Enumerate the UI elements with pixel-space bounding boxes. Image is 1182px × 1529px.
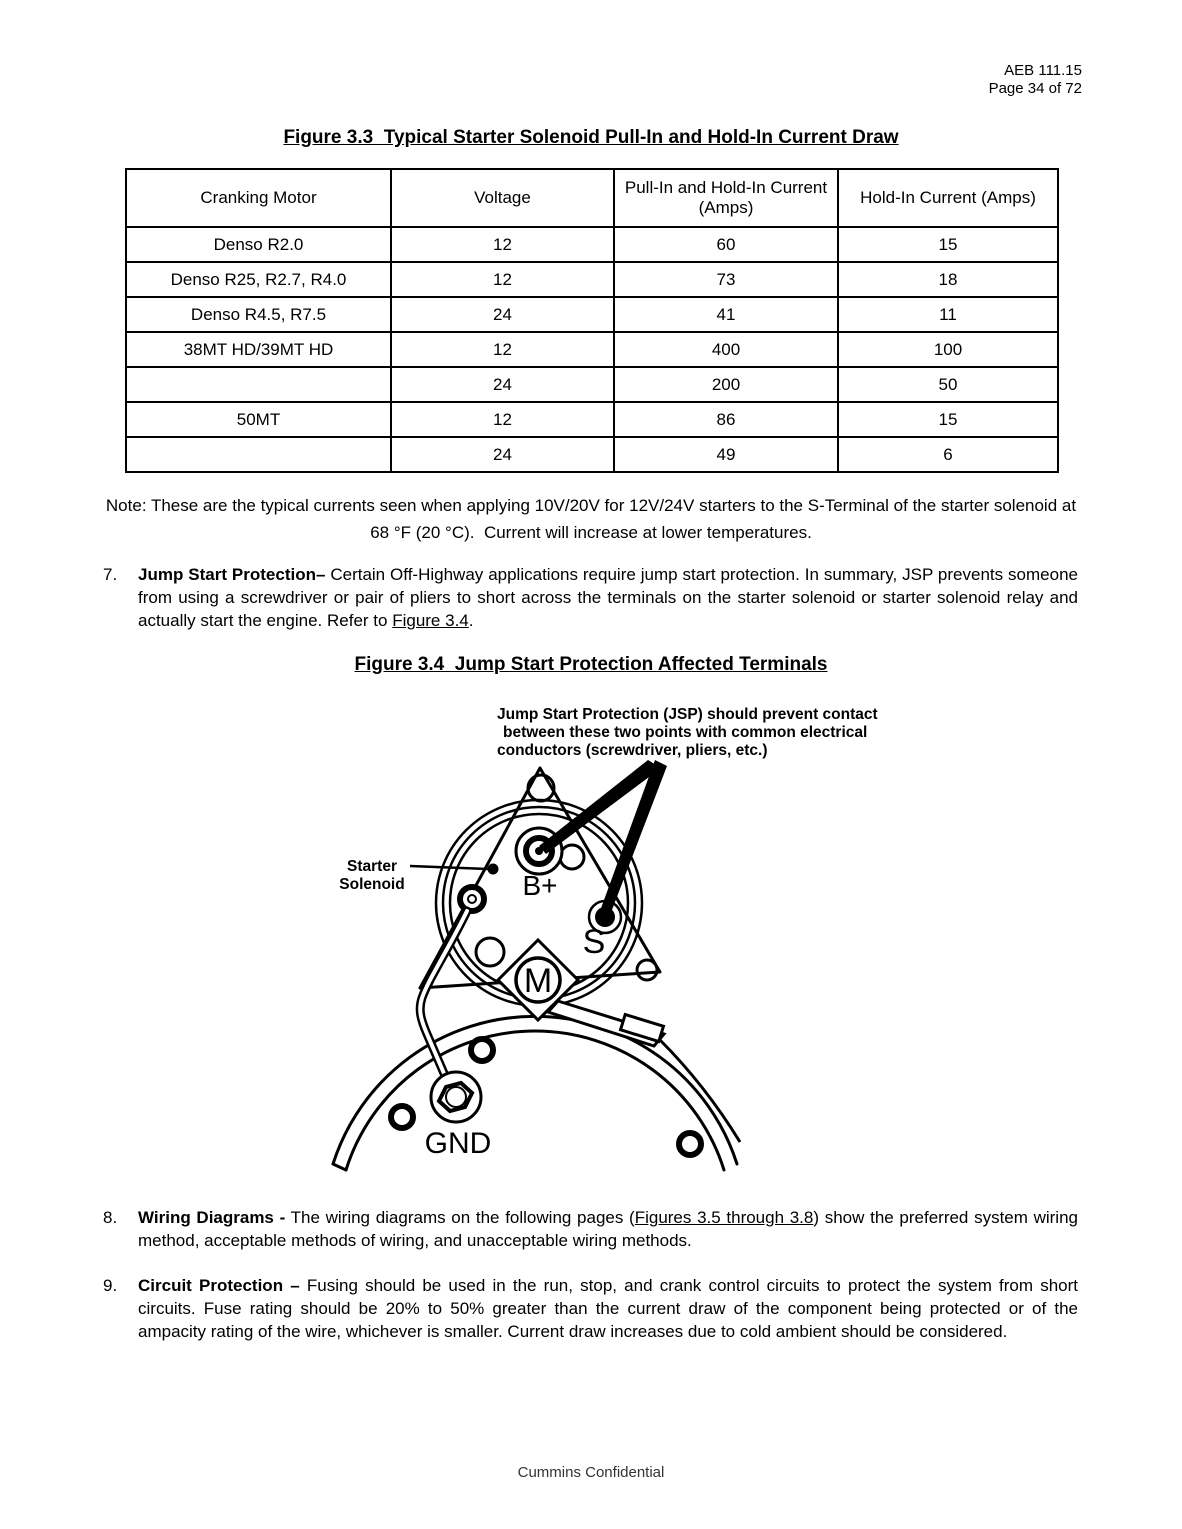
item-heading: Jump Start Protection– [138, 565, 326, 584]
svg-text:Solenoid: Solenoid [339, 876, 405, 893]
item-text: Wiring Diagrams - The wiring diagrams on the following pages (Figures 3.5 through 3.8) show the preferred system wiring method, acceptable methods of wiring, and unacceptable wiring methods. [138, 1208, 1078, 1250]
page-number: Page 34 of 72 [988, 80, 1082, 97]
item-number: 7. [103, 565, 118, 584]
table-cell: 86 [614, 402, 838, 437]
ground-wire [420, 911, 467, 1085]
table-cell: 38MT HD/39MT HD [126, 332, 391, 367]
figure-3-4-title: Figure 3.4 Jump Start Protection Affected Terminals [354, 654, 828, 675]
item-text: Jump Start Protection– Certain Off-Highway applications require jump start protection. In summary, JSP prevents someone from using a screwdriver or pair of pliers to short across the terminals on the starter solenoid or starter solenoid relay and actually start the engine. Refer to Figure 3.4. [138, 565, 1078, 630]
m-label: M [523, 962, 553, 1000]
leader-dot [488, 864, 499, 875]
table-row [126, 262, 1058, 297]
bolt-hole [679, 1133, 701, 1155]
column-header-cranking-motor: Cranking Motor [126, 169, 391, 227]
table-cell: 73 [614, 262, 838, 297]
figure-3-4-reference: Figure 3.4 [392, 611, 469, 630]
table-cell: 12 [391, 262, 614, 297]
leader-line [410, 866, 488, 869]
jsp-callout [497, 706, 878, 759]
bolt-hole [391, 1106, 413, 1128]
table-cell: Denso R25, R2.7, R4.0 [126, 262, 391, 297]
s-label: S [582, 923, 606, 961]
item-number: 9. [103, 1276, 118, 1295]
table-cell: 24 [391, 437, 614, 472]
svg-text:between these two points with: between these two points with common electrical [503, 724, 868, 741]
figures-3-5-3-8-reference: Figures 3.5 through 3.8 [634, 1208, 814, 1227]
callout-arrows [539, 760, 667, 915]
table-cell: 15 [838, 227, 1058, 262]
table-row [126, 437, 1058, 472]
table-cell: Denso R2.0 [126, 227, 391, 262]
left-lug-terminal [460, 887, 484, 911]
table-cell: 15 [838, 402, 1058, 437]
item-heading: Circuit Protection – [138, 1276, 300, 1295]
figure-3-4-diagram [0, 686, 1182, 1186]
clamp-band [548, 1001, 740, 1142]
motor-housing-inner-arc [346, 1031, 724, 1170]
face-hole [476, 938, 504, 966]
table-cell: 50MT [126, 402, 391, 437]
table-row [126, 402, 1058, 437]
svg-text:Starter: Starter [347, 858, 397, 875]
table-cell: 100 [838, 332, 1058, 367]
table-cell: 6 [838, 437, 1058, 472]
doc-number: AEB 111.15 [1004, 62, 1082, 79]
table-cell: 12 [391, 227, 614, 262]
list-item-7 [103, 563, 1078, 632]
current-draw-table [125, 168, 1059, 473]
figure-3-3-title: Figure 3.3 Typical Starter Solenoid Pull-In and Hold-In Current Draw [283, 127, 899, 148]
list-item-8 [103, 1206, 1078, 1252]
table-row [126, 227, 1058, 262]
table-cell: 24 [391, 367, 614, 402]
table-header-row [126, 169, 1058, 227]
list-item-9 [103, 1274, 1078, 1343]
table-cell: Denso R4.5, R7.5 [126, 297, 391, 332]
table-cell: 11 [838, 297, 1058, 332]
table-cell: 12 [391, 402, 614, 437]
plate-mounting-hole-right [637, 960, 657, 980]
item-heading: Wiring Diagrams - [138, 1208, 286, 1227]
face-hole [560, 845, 584, 869]
table-cell: 24 [391, 297, 614, 332]
table-cell: 12 [391, 332, 614, 367]
svg-text:Jump Start Protection (JSP) sh: Jump Start Protection (JSP) should prevent contact [497, 706, 878, 723]
table-cell: 18 [838, 262, 1058, 297]
table-cell [126, 437, 391, 472]
bolt-hole [471, 1039, 493, 1061]
item-text: Circuit Protection – Fusing should be used in the run, stop, and crank control circuits to protect the system from short circuits. Fuse rating should be 20% to 50% greater than the current draw of the component being protected or of the ampacity rating of the wire, whichever is smaller. Current draw increases due to cold ambient should be considered. [138, 1276, 1078, 1341]
svg-text:conductors (screwdriver, plier: conductors (screwdriver, pliers, etc.) [497, 742, 768, 759]
table-cell: 41 [614, 297, 838, 332]
table-cell: 49 [614, 437, 838, 472]
b-plus-label: B+ [522, 870, 558, 901]
gnd-label: GND [424, 1127, 492, 1160]
confidentiality-footer: Cummins Confidential [517, 1464, 665, 1481]
column-header-hold-in: Hold-In Current (Amps) [838, 169, 1058, 227]
column-header-voltage: Voltage [391, 169, 614, 227]
table-cell [126, 367, 391, 402]
table-cell: 400 [614, 332, 838, 367]
table-cell: 200 [614, 367, 838, 402]
table-row [126, 297, 1058, 332]
table-cell: 50 [838, 367, 1058, 402]
item-number: 8. [103, 1208, 118, 1227]
column-header-pull-in: Pull-In and Hold-In Current (Amps) [614, 169, 838, 227]
gnd-terminal [431, 1072, 481, 1122]
page-header [989, 62, 1082, 98]
table-row [126, 332, 1058, 367]
table-row [126, 367, 1058, 402]
table-note: Note: These are the typical currents seen when applying 10V/20V for 12V/24V starters to the S-Terminal of the starter solenoid at 68 °F (20 °C). Current will increase at lower temperatures. [105, 496, 1081, 542]
table-cell: 60 [614, 227, 838, 262]
